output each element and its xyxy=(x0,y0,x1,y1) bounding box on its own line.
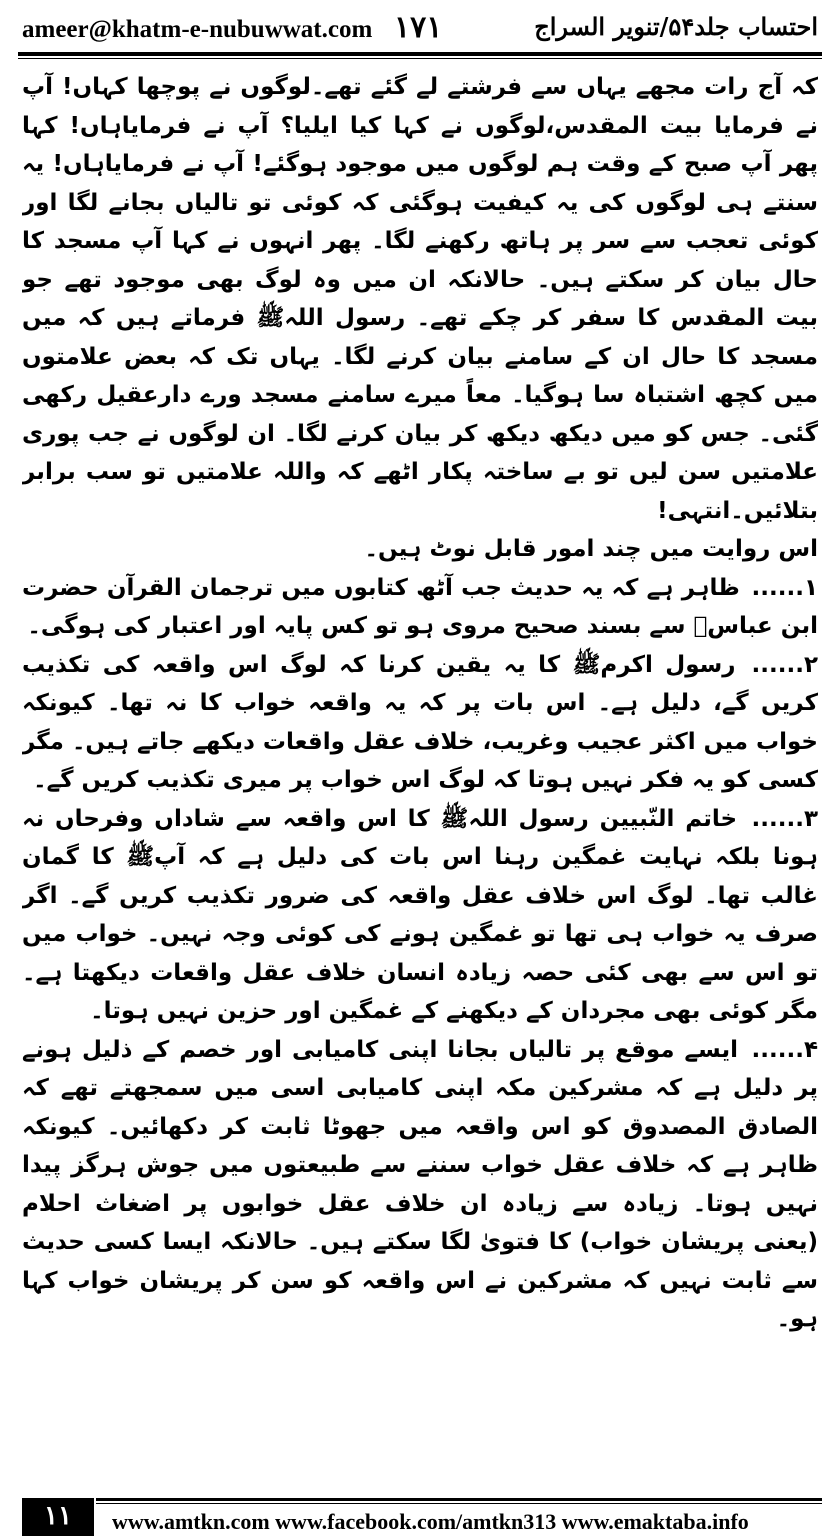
header-email: ameer@khatm-e-nubuwwat.com xyxy=(22,16,373,43)
item-text: ایسے موقع پر تالیاں بجانا اپنی کامیابی اور خصم کے ذلیل ہونے پر دلیل ہے کہ مشرکین مکہ اپنی کامیابی اسی میں سمجھتے تھے کہ الصادق المصدوق کو اس واقعہ میں جھوٹا ثابت کر دکھائیں۔ کیونکہ ظاہر ہے کہ خلاف عقل خواب سننے سے طبیعتوں میں جوش ہرگز پیدا نہیں ہوتا۔ زیادہ سے زیادہ ان خلاف عقل خوابوں پر اضغاث احلام (یعنی پریشان خواب) کا فتویٰ لگا سکتے ہیں۔ حالانکہ ایسا کسی حدیث سے ثابت نہیں کہ مشرکین نے اس واقعہ کو سن کر پریشان خواب کہا ہو۔ xyxy=(22,1036,818,1332)
footer-rule xyxy=(96,1498,822,1501)
page-body xyxy=(22,68,818,1468)
list-item xyxy=(22,569,818,646)
item-text: رسول اکرمﷺ کا یہ یقین کرنا کہ لوگ اس واقعہ کی تکذیب کریں گے، دلیل ہے۔ اس بات پر کہ یہ واقعہ خواب کا نہ تھا۔ کیونکہ خواب میں اکثر عجیب وغریب، خلاف عقل واقعات دیکھے جاتے ہیں۔ مگر کسی کو یہ فکر نہیں ہوتا کہ لوگ اس خواب پر میری تکذیب کریں گے۔ xyxy=(22,651,818,793)
header-page-number: ۱۷۱ xyxy=(394,10,443,45)
list-item xyxy=(22,800,818,1031)
header-title: احتساب جلد۵۴/تنویر السراج xyxy=(534,12,818,41)
item-text: ظاہر ہے کہ یہ حدیث جب آٹھ کتابوں میں ترجمان القرآن حضرت ابن عباسؓ سے بسند صحیح مروی ہو تو کس پایہ اور اعتبار کی ہوگی۔ xyxy=(22,574,818,639)
header-rule xyxy=(18,52,822,56)
list-item xyxy=(22,646,818,800)
header-rule-thin xyxy=(18,58,822,59)
footer-rule-thin xyxy=(96,1503,822,1504)
page-header xyxy=(22,10,818,50)
notes-intro: اس روایت میں چند امور قابل نوٹ ہیں۔ xyxy=(364,536,818,562)
footer-number-box: ۱۱ xyxy=(22,1498,94,1536)
list-item xyxy=(22,1031,818,1339)
footer-urls: www.amtkn.com www.facebook.com/amtkn313 www.emaktaba.info xyxy=(112,1509,749,1534)
item-number: ۳...... xyxy=(751,805,818,832)
item-number: ۲...... xyxy=(751,651,818,678)
item-text: خاتم النّبیین رسول اللہﷺ کا اس واقعہ سے شاداں وفرحاں نہ ہونا بلکہ نہایت غمگین رہنا اس بات کی دلیل ہے کہ آپﷺ کا گمان غالب تھا۔ لوگ اس خلاف عقل واقعہ کی ضرور تکذیب کریں گے۔ اگر صرف یہ خواب ہی تھا تو غمگین ہونے کی کوئی وجہ نہیں۔ خواب میں تو اس سے بھی کئی حصہ زیادہ انسان خلاف عقل واقعات دیکھتا ہے۔ مگر کوئی بھی مجردان کے دیکھنے کے غمگین اور حزین نہیں ہوتا۔ xyxy=(22,805,818,1024)
item-number: ۱...... xyxy=(751,574,818,601)
intro-paragraph: کہ آج رات مجھے یہاں سے فرشتے لے گئے تھے۔لوگوں نے پوچھا کہاں! آپ نے فرمایا بیت المقدس،لوگوں نے کہا کیا ایلیا؟ آپ نے فرمایاہاں! کہا پھر آپ صبح کے وقت ہم لوگوں میں موجود ہوگئے! آپ نے فرمایاہاں! یہ سنتے ہی لوگوں کی یہ کیفیت ہوگئی کہ کوئی تو تالیاں بجانے لگا اور کوئی تعجب سے سر پر ہاتھ رکھنے لگا۔ پھر انہوں نے کہا آپ مسجد کا حال بیان کر سکتے ہیں۔ حالانکہ ان میں وہ لوگ بھی موجود تھے جو بیت المقدس کا سفر کر چکے تھے۔ رسول اللہﷺ فرماتے ہیں کہ میں مسجد کا حال ان کے سامنے بیان کرنے لگا۔ یہاں تک کہ بعض علامتوں میں کچھ اشتباہ سا ہوگیا۔ معاً میرے سامنے مسجد ورے دارعقیل رکھی گئی۔ جس کو میں دیکھ دیکھ کر بیان کرنے لگا۔ ان لوگوں نے جب پوری علامتیں سن لیں تو بے ساختہ پکار اٹھے کہ واللہ علامتیں تو سب برابر بتلائیں۔انتہی! xyxy=(22,74,818,524)
item-number: ۴...... xyxy=(751,1036,818,1063)
